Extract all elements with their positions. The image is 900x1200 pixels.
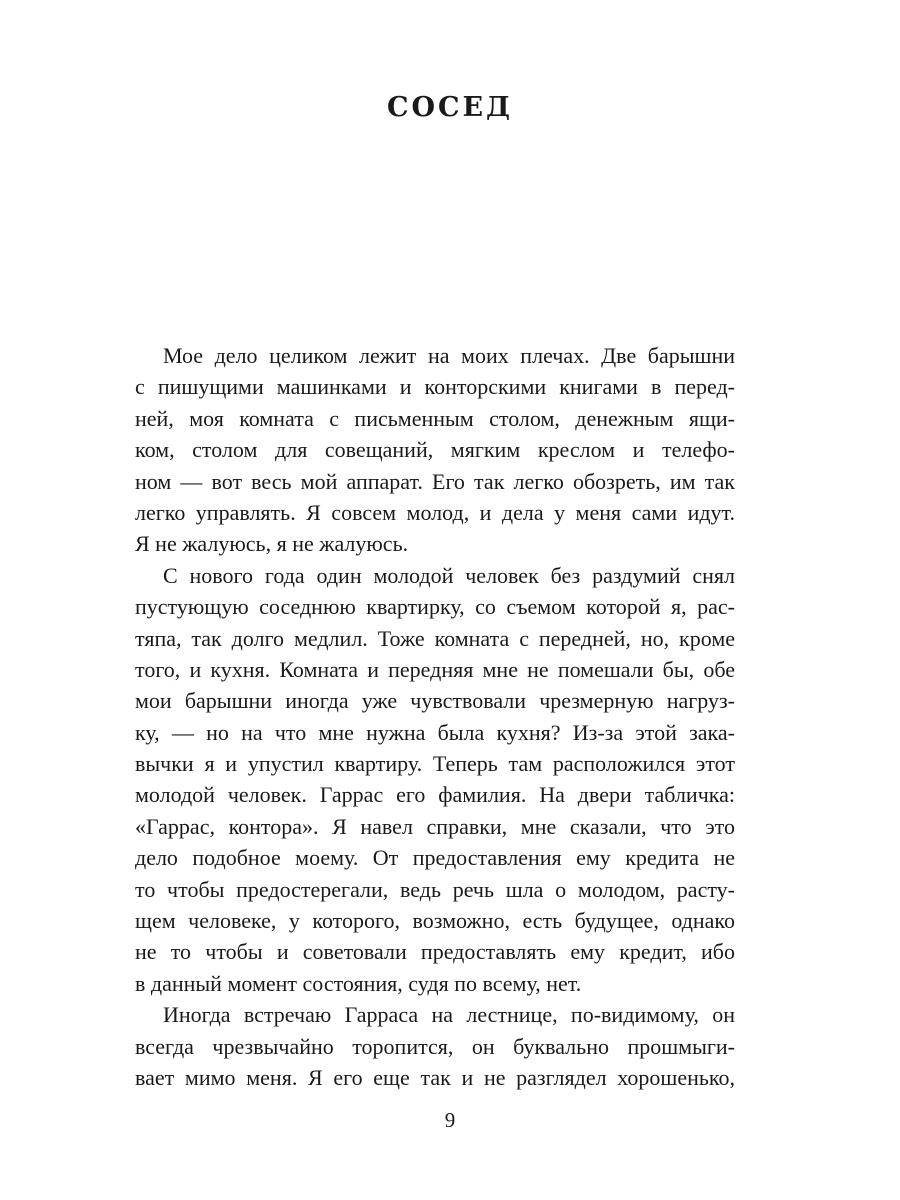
text-line: того, и кухня. Комната и передняя мне не помешали бы, обе [135,656,735,682]
text-line: всегда чрезвычайно торопится, он буквально прошмыги- [135,1033,735,1059]
text-line: то чтобы предостерегали, ведь речь шла о молодом, расту- [135,876,735,902]
text-line: легко управлять. Я совсем молод, и дела у меня сами идут. [135,499,735,525]
text-line: вычки я и упустил квартиру. Теперь там расположился этот [135,751,735,777]
paragraph-3 [135,999,735,1093]
text-line: ном — вот весь мой аппарат. Его так легко обозреть, им так [135,468,735,494]
text-line: не то чтобы и советовали предоставлять ему кредит, ибо [135,939,735,965]
text-line: вает мимо меня. Я его еще так и не разглядел хорошенько, [135,1064,735,1090]
page-number: 9 [444,1108,456,1132]
text-line: мои барышни иногда уже чувствовали чрезмерную нагруз- [135,688,735,714]
text-line: ком, столом для совещаний, мягким креслом и телефо- [135,437,735,463]
text-line: молодой человек. Гаррас его фамилия. На двери табличка: [135,782,735,808]
chapter-title: СОСЕД [386,92,514,123]
text-line: с пишущими машинками и конторскими книгами в перед- [135,374,735,400]
text-line: Мое дело целиком лежит на моих плечах. Две барышни [163,343,735,368]
text-line: щем человеке, у которого, возможно, есть будущее, однако [135,908,735,934]
text-line: Я не жалуюсь, я не жалуюсь. [135,531,409,557]
paragraph-2 [135,560,735,999]
text-line: ку, — но на что мне нужна была кухня? Из-за этой зака- [135,719,735,745]
text-line: Иногда встречаю Гарраса на лестнице, по-видимому, он [163,1002,735,1028]
text-line: С нового года один молодой человек без раздумий снял [163,562,735,588]
text-line: ней, моя комната с письменным столом, денежным ящи- [135,405,735,431]
text-line: дело подобное моему. От предоставления ему кредита не [135,845,735,871]
text-line: в данный момент состояния, судя по всему, нет. [135,970,582,996]
text-line: тяпа, так долго медлил. Тоже комната с передней, но, кроме [135,625,735,651]
body-text [135,340,735,1093]
paragraph-1 [135,340,735,560]
text-line: пустующую соседнюю квартирку, со съемом которой я, рас- [135,594,735,620]
text-line: «Гаррас, контора». Я навел справки, мне сказали, что это [135,813,735,839]
